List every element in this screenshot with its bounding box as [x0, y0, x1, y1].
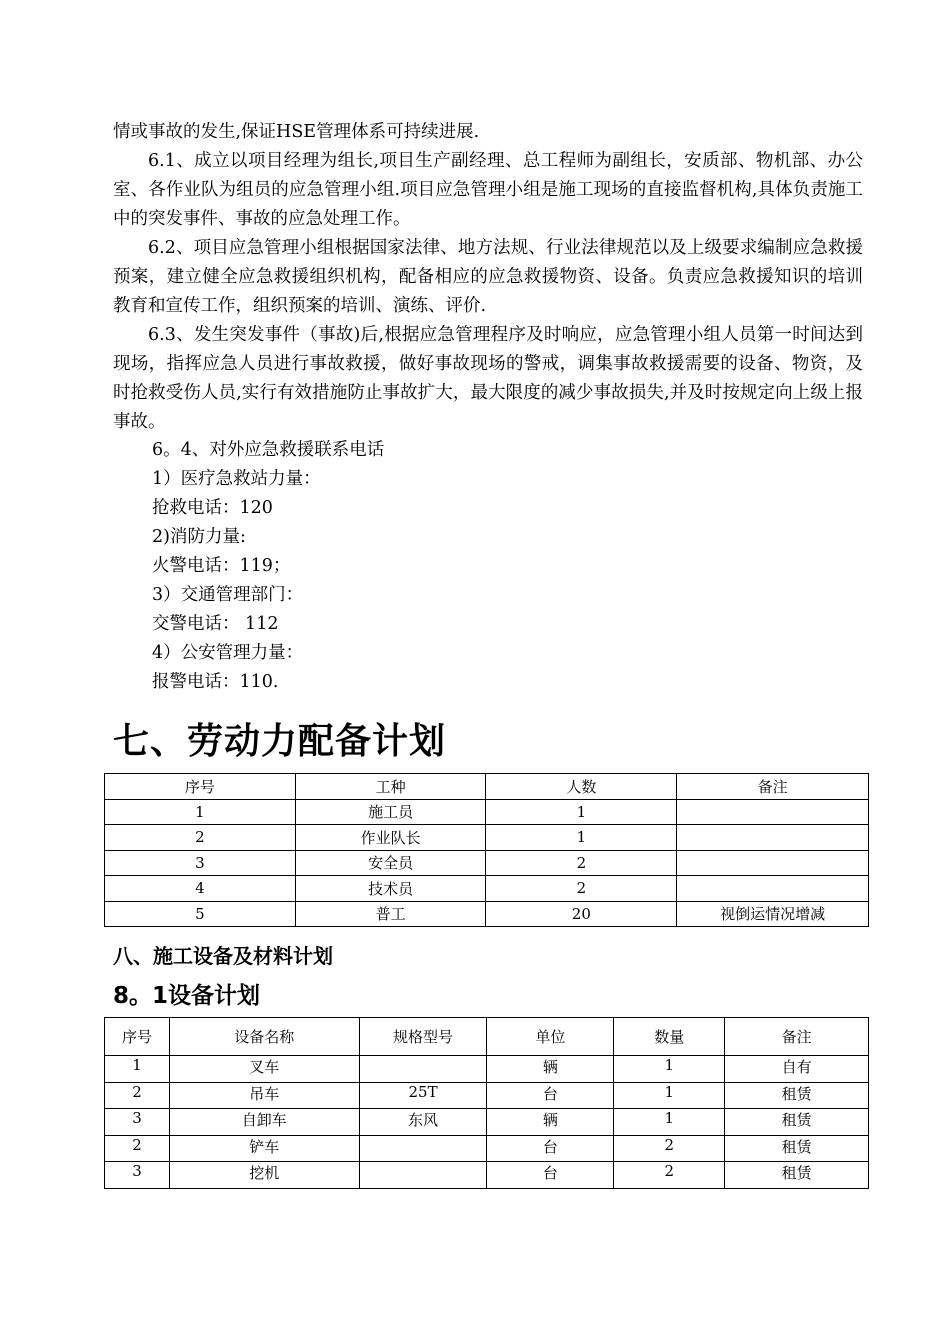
table-cell: 租赁: [725, 1135, 869, 1162]
police-phone: 报警电话：110.: [152, 672, 279, 692]
table-row: [105, 876, 869, 902]
table-cell: 2: [486, 876, 677, 902]
table-cell: 1: [105, 1056, 170, 1083]
table-cell: 1: [614, 1056, 725, 1083]
fire-label: 2)消防力量:: [152, 527, 246, 547]
table-cell: 1: [614, 1109, 725, 1136]
section-8-heading: 八、施工设备及材料计划: [113, 944, 333, 968]
table-cell: 2: [614, 1135, 725, 1162]
table-cell: 5: [105, 901, 296, 927]
table-cell: 台: [487, 1135, 614, 1162]
table-cell: 1: [614, 1082, 725, 1109]
table-cell: 挖机: [169, 1162, 359, 1189]
table-cell: 2: [105, 1082, 170, 1109]
table-cell: 吊车: [169, 1082, 359, 1109]
table-cell: 自有: [725, 1056, 869, 1083]
table-cell: 东风: [359, 1109, 487, 1136]
table-cell: 3: [105, 850, 296, 876]
table-row: [105, 850, 869, 876]
table-cell: 1: [486, 799, 677, 825]
table-cell: 铲车: [169, 1135, 359, 1162]
table-cell: 视倒运情况增减: [677, 901, 869, 927]
police-label: 4）公安管理力量：: [152, 643, 304, 663]
table-row: [105, 825, 869, 851]
column-header: 设备名称: [169, 1018, 359, 1056]
table-row: [105, 901, 869, 927]
table-cell: 4: [105, 876, 296, 902]
table-cell: 技术员: [295, 876, 486, 902]
table-header-row: [105, 1018, 869, 1056]
column-header: 人数: [486, 774, 677, 800]
table-cell: 台: [487, 1162, 614, 1189]
contacts-title: 6。4、对外应急救援联系电话: [152, 440, 385, 460]
medical-phone: 抢救电话：120: [152, 498, 273, 518]
table-header-row: [105, 774, 869, 800]
table-cell: 自卸车: [169, 1109, 359, 1136]
table-cell: 安全员: [295, 850, 486, 876]
table-cell: 台: [487, 1082, 614, 1109]
table-cell: [677, 850, 869, 876]
table-cell: 辆: [487, 1056, 614, 1083]
table-row: [105, 799, 869, 825]
table-cell: 租赁: [725, 1162, 869, 1189]
table-cell: 租赁: [725, 1082, 869, 1109]
paragraph-6-1: 6.1、成立以项目经理为组长,项目生产副经理、总工程师为副组长，安质部、物机部、办公室、各作业队为组员的应急管理小组.项目应急管理小组是施工现场的直接监督机构,具体负责施工中的突发事件、事故的应急处理工作。: [113, 151, 863, 229]
table-row: [105, 1109, 869, 1136]
table-cell: 2: [614, 1162, 725, 1189]
traffic-label: 3）交通管理部门：: [152, 585, 304, 605]
traffic-phone: 交警电话： 112: [152, 614, 279, 634]
column-header: 规格型号: [359, 1018, 487, 1056]
table-cell: [359, 1056, 487, 1083]
section-8-1-heading: 8。1设备计划: [113, 983, 261, 1009]
column-header: 工种: [295, 774, 486, 800]
fire-phone: 火警电话：119；: [152, 556, 291, 576]
table-cell: [677, 876, 869, 902]
table-cell: 1: [486, 825, 677, 851]
table-row: [105, 1082, 869, 1109]
table-cell: [677, 825, 869, 851]
table-cell: [359, 1162, 487, 1189]
table-cell: 20: [486, 901, 677, 927]
table-cell: 叉车: [169, 1056, 359, 1083]
column-header: 备注: [725, 1018, 869, 1056]
column-header: 数量: [614, 1018, 725, 1056]
medical-label: 1）医疗急救站力量：: [152, 469, 321, 489]
table-cell: 2: [105, 825, 296, 851]
column-header: 单位: [487, 1018, 614, 1056]
labor-plan-table: [104, 773, 869, 927]
table-cell: 2: [105, 1135, 170, 1162]
table-cell: 辆: [487, 1109, 614, 1136]
table-cell: 1: [105, 799, 296, 825]
table-cell: [359, 1135, 487, 1162]
table-cell: 3: [105, 1162, 170, 1189]
table-cell: 2: [486, 850, 677, 876]
paragraph-continuation: 情或事故的发生,保证HSE管理体系可持续进展.: [113, 122, 480, 142]
table-row: [105, 1056, 869, 1083]
column-header: 序号: [105, 1018, 170, 1056]
table-row: [105, 1162, 869, 1189]
table-cell: 3: [105, 1109, 170, 1136]
table-cell: [677, 799, 869, 825]
equipment-plan-table: [104, 1017, 869, 1189]
table-cell: 租赁: [725, 1109, 869, 1136]
table-cell: 作业队长: [295, 825, 486, 851]
column-header: 序号: [105, 774, 296, 800]
table-row: [105, 1135, 869, 1162]
section-7-heading: 七、劳动力配备计划: [113, 721, 447, 762]
table-cell: 普工: [295, 901, 486, 927]
table-cell: 施工员: [295, 799, 486, 825]
paragraph-6-3: 6.3、发生突发事件（事故)后,根据应急管理程序及时响应，应急管理小组人员第一时间达到现场，指挥应急人员进行事故救援，做好事故现场的警戒，调集事故救援需要的设备、物资，及时抢救受伤人员,实行有效措施防止事故扩大，最大限度的减少事故损失,并及时按规定向上级上报事故。: [113, 325, 863, 432]
table-cell: 25T: [359, 1082, 487, 1109]
paragraph-6-2: 6.2、项目应急管理小组根据国家法律、地方法规、行业法律规范以及上级要求编制应急救援预案，建立健全应急救援组织机构，配备相应的应急救援物资、设备。负责应急救援知识的培训教育和宣传工作，组织预案的培训、演练、评价.: [113, 238, 863, 316]
column-header: 备注: [677, 774, 869, 800]
